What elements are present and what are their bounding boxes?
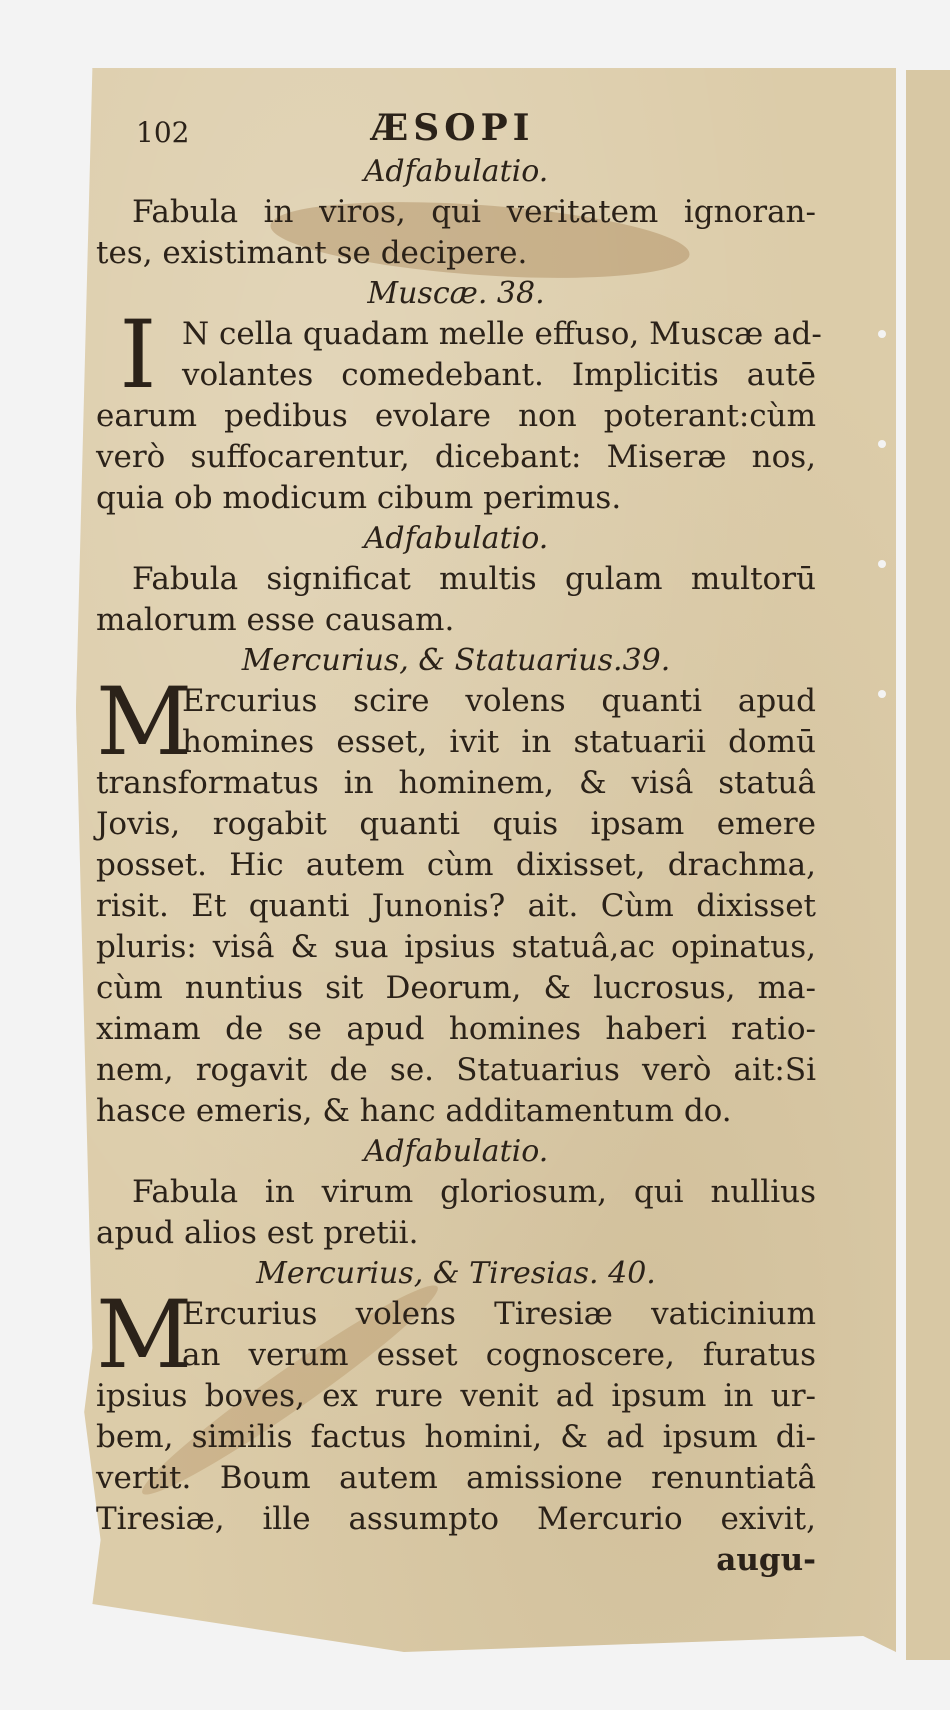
text-line: an verum esset cognoscere, furatus <box>182 1337 816 1373</box>
text-line: pluris: visâ & sua ipsius statuâ,ac opinatus, <box>96 929 816 965</box>
binding-hole <box>878 690 886 698</box>
fable-title: Mercurius, & Tiresias. 40. <box>256 1256 656 1291</box>
text-line: verò suffocarentur, dicebant: Miseræ nos, <box>96 439 816 475</box>
text-line: ximam de se apud homines haberi ratio- <box>96 1011 816 1047</box>
adjacent-page-edge <box>906 70 950 1660</box>
text-line: bem, similis factus homini, & ad ipsum di- <box>96 1419 816 1455</box>
text-line: volantes comedebant. Implicitis autē <box>182 357 816 393</box>
text-line: Fabula in viros, qui veritatem ignoran- <box>132 194 816 230</box>
text-line: Jovis, rogabit quanti quis ipsam emere <box>96 806 816 842</box>
text-line: cùm nuntius sit Deorum, & lucrosus, ma- <box>96 970 816 1006</box>
fable-title: Muscæ. 38. <box>367 276 545 311</box>
page-text <box>96 107 822 1581</box>
drop-cap: M <box>96 668 193 777</box>
fable-body <box>96 1281 816 1540</box>
text-line: ipsius boves, ex rure venit ad ipsum in ur- <box>96 1378 816 1414</box>
running-head: ÆSOPI <box>371 107 535 149</box>
page-number: 102 <box>136 116 190 149</box>
binding-hole <box>878 560 886 568</box>
catchword: augu- <box>716 1542 816 1578</box>
text-line: posset. Hic autem cùm dixisset, drachma, <box>96 847 816 883</box>
text-line: Ercurius scire volens quanti apud <box>182 683 816 719</box>
moral-heading: Adfabulatio. <box>363 154 549 189</box>
text-line: nem, rogavit de se. Statuarius verò ait:Si <box>96 1052 816 1088</box>
text-line: Tiresiæ, ille assumpto Mercurio exivit, <box>96 1501 816 1537</box>
drop-cap: M <box>96 1281 193 1390</box>
text-line: hasce emeris, & hanc additamentum do. <box>96 1093 732 1129</box>
moral-heading: Adfabulatio. <box>363 1134 549 1169</box>
moral-heading: Adfabulatio. <box>363 521 549 556</box>
fable-title: Mercurius, & Statuarius.39. <box>241 643 671 678</box>
text-line: earum pedibus evolare non poterant:cùm <box>96 398 816 434</box>
text-line: Ercurius volens Tiresiæ vaticinium <box>182 1296 816 1332</box>
text-line: vertit. Boum autem amissione renuntiatâ <box>96 1460 816 1496</box>
fable-body <box>96 668 816 1132</box>
text-line: homines esset, ivit in statuarii domū <box>182 724 816 760</box>
text-line: malorum esse causam. <box>96 602 455 638</box>
text-line: tes, existimant se decipere. <box>96 235 528 271</box>
text-line: apud alios est pretii. <box>96 1215 419 1251</box>
text-line: Fabula significat multis gulam multorū <box>132 561 816 597</box>
fable-body <box>96 301 822 519</box>
binding-hole <box>878 330 886 338</box>
drop-cap: I <box>119 301 157 410</box>
text-line: Fabula in virum gloriosum, qui nullius <box>132 1174 816 1210</box>
text-line: N cella quadam melle effuso, Muscæ ad- <box>182 316 822 352</box>
text-line: transformatus in hominem, & visâ statuâ <box>96 765 816 801</box>
binding-hole <box>878 440 886 448</box>
text-line: risit. Et quanti Junonis? ait. Cùm dixisset <box>96 888 816 924</box>
binding-holes <box>878 330 888 730</box>
text-line: quia ob modicum cibum perimus. <box>96 480 622 516</box>
page-header <box>96 108 816 152</box>
